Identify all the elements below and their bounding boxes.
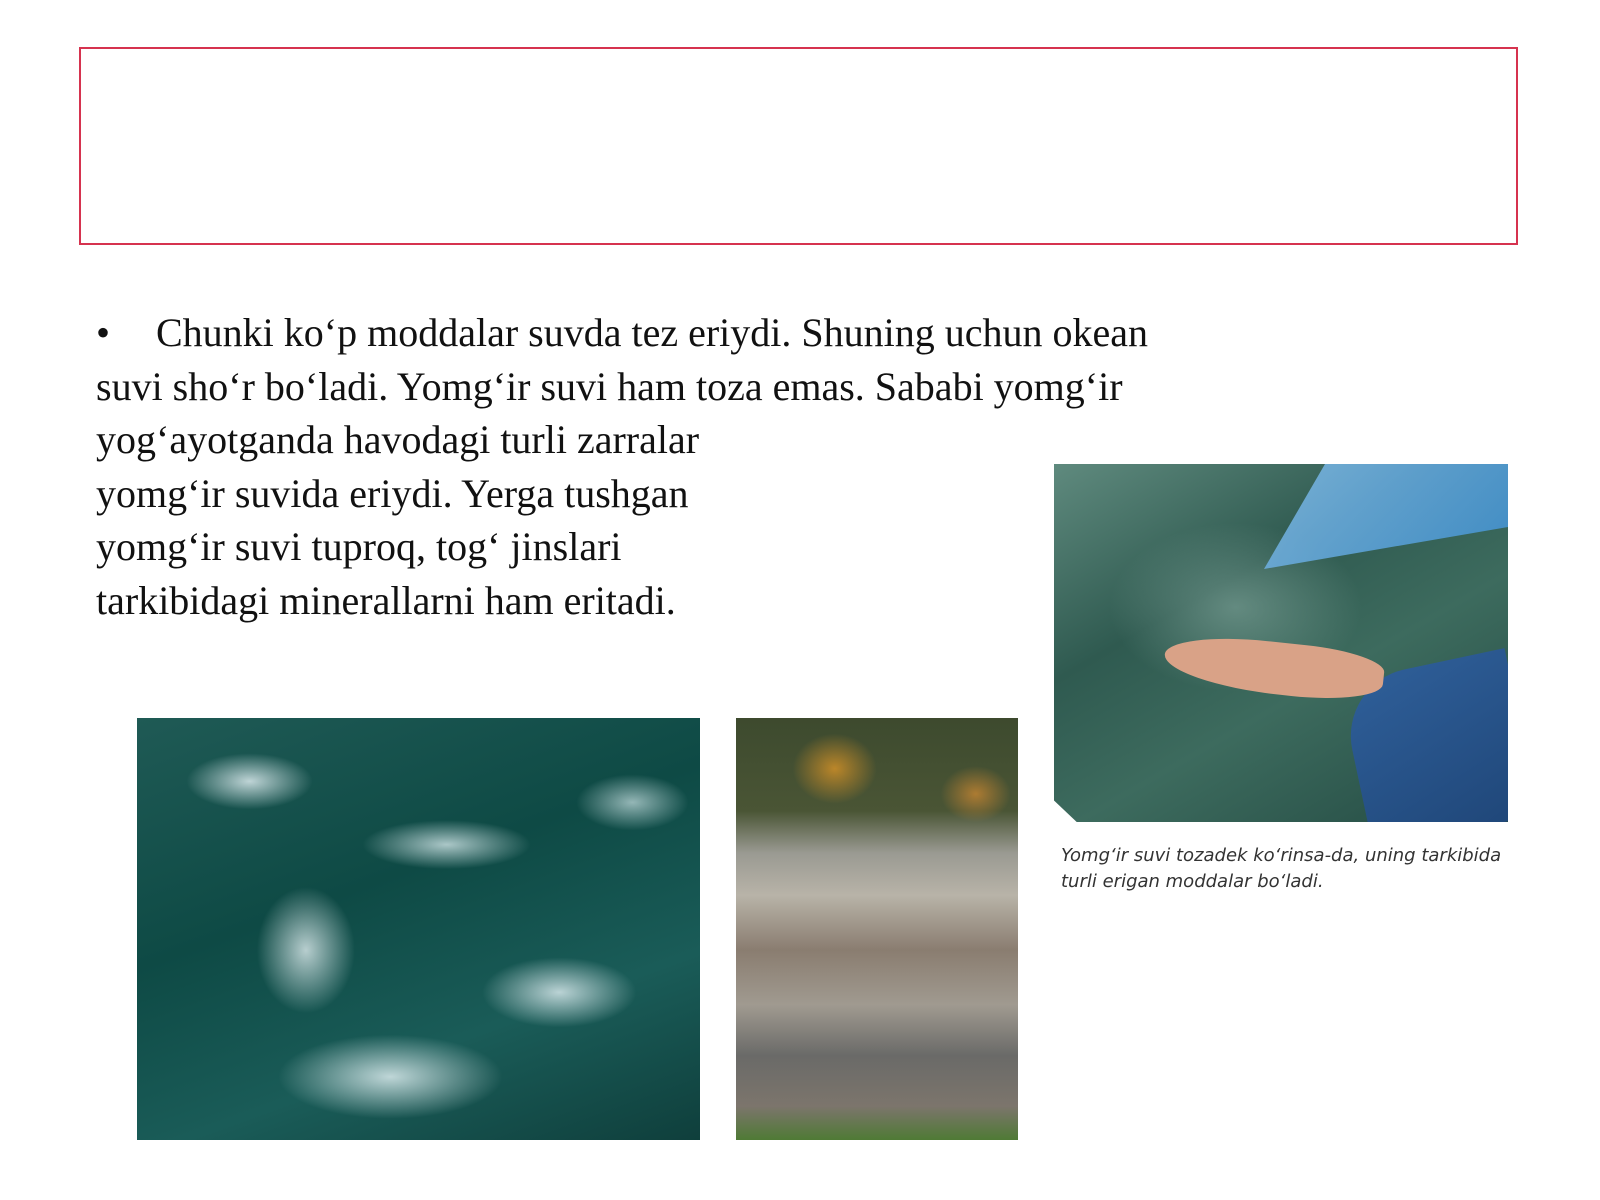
- umbrella-shape: [1264, 464, 1508, 569]
- body-line-4: yomg‘ir suvida eriydi. Yerga tushgan: [96, 470, 689, 516]
- photo-caption: [1061, 843, 1531, 895]
- body-line-6: tarkibidagi minerallarni ham eritadi.: [96, 577, 676, 623]
- rain-hand-photo: [1054, 464, 1508, 822]
- title-placeholder-box: [79, 47, 1518, 245]
- bullet-icon: •: [96, 310, 111, 355]
- rain-puddle-photo: [736, 718, 1018, 1140]
- caption-line-1: Yomg‘ir suvi tozadek ko‘rinsa-da, uning tarkibida: [1061, 845, 1502, 866]
- caption-line-2: turli erigan moddalar bo‘ladi.: [1061, 871, 1324, 892]
- body-text: [96, 306, 1148, 627]
- body-line-2: suvi sho‘r bo‘ladi. Yomg‘ir suvi ham toza emas. Sababi yomg‘ir: [96, 363, 1123, 409]
- hand-shape: [1162, 631, 1386, 706]
- ocean-waves-photo: [137, 718, 700, 1140]
- body-line-5: yomg‘ir suvi tuproq, tog‘ jinslari: [96, 524, 622, 569]
- body-line-1: • Chunki ko‘p moddalar suvda tez eriydi. Shuning uchun okean: [96, 306, 1148, 360]
- body-line-3: yog‘ayotganda havodagi turli zarralar: [96, 417, 700, 462]
